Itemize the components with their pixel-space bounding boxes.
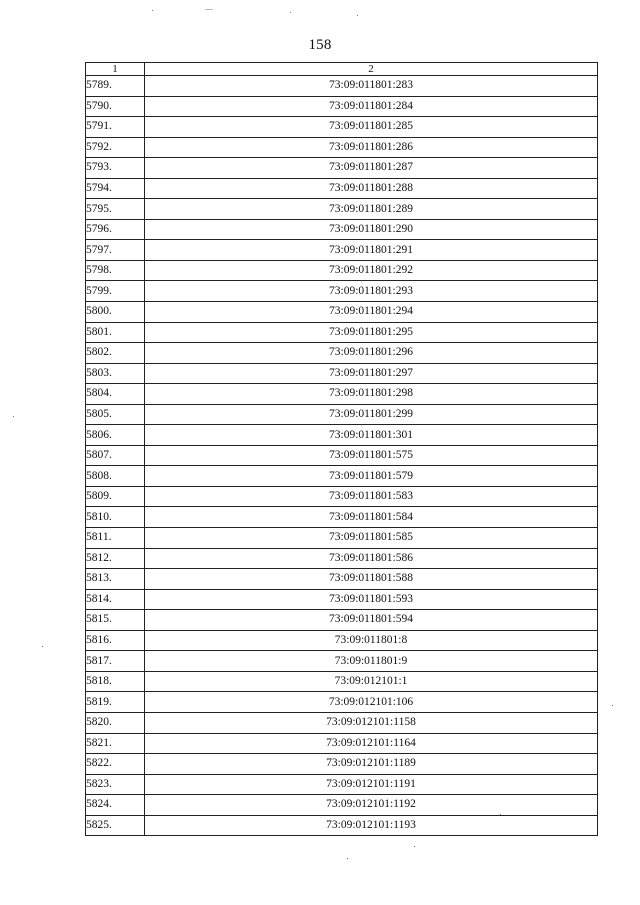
scan-speck bbox=[290, 12, 291, 13]
row-number-cell: 5796. bbox=[86, 219, 145, 240]
cadastral-number-cell: 73:09:012101:1192 bbox=[145, 795, 598, 816]
row-number-cell: 5818. bbox=[86, 671, 145, 692]
table-row bbox=[86, 733, 598, 754]
row-number-cell: 5823. bbox=[86, 774, 145, 795]
cadastral-number-cell: 73:09:011801:289 bbox=[145, 199, 598, 220]
row-number-cell: 5802. bbox=[86, 343, 145, 364]
table-row bbox=[86, 199, 598, 220]
row-number-cell: 5824. bbox=[86, 795, 145, 816]
table-row bbox=[86, 343, 598, 364]
table-row bbox=[86, 404, 598, 425]
row-number-cell: 5803. bbox=[86, 363, 145, 384]
cadastral-number-cell: 73:09:011801:296 bbox=[145, 343, 598, 364]
cadastral-number-cell: 73:09:011801:287 bbox=[145, 158, 598, 179]
table-row bbox=[86, 322, 598, 343]
page-number: 158 bbox=[308, 37, 332, 53]
cadastral-number-cell: 73:09:011801:293 bbox=[145, 281, 598, 302]
header-row bbox=[86, 63, 598, 76]
row-number-cell: 5815. bbox=[86, 610, 145, 631]
cadastral-number-cell: 73:09:011801:298 bbox=[145, 384, 598, 405]
row-number-cell: 5804. bbox=[86, 384, 145, 405]
table-row bbox=[86, 96, 598, 117]
cadastral-number-cell: 73:09:011801:290 bbox=[145, 219, 598, 240]
cadastral-number-table bbox=[85, 62, 598, 836]
table-row bbox=[86, 671, 598, 692]
table-row bbox=[86, 815, 598, 836]
row-number-cell: 5795. bbox=[86, 199, 145, 220]
scan-speck bbox=[42, 646, 43, 647]
cadastral-number-cell: 73:09:011801:579 bbox=[145, 466, 598, 487]
scan-speck bbox=[152, 10, 153, 11]
cadastral-number-cell: 73:09:012101:1191 bbox=[145, 774, 598, 795]
cadastral-number-cell: 73:09:011801:575 bbox=[145, 445, 598, 466]
cadastral-number-cell: 73:09:011801:588 bbox=[145, 569, 598, 590]
scan-speck bbox=[347, 858, 348, 859]
cadastral-number-cell: 73:09:012101:1189 bbox=[145, 754, 598, 775]
table-row bbox=[86, 445, 598, 466]
scan-speck bbox=[500, 814, 501, 815]
cadastral-number-cell: 73:09:011801:301 bbox=[145, 425, 598, 446]
row-number-cell: 5819. bbox=[86, 692, 145, 713]
table-row bbox=[86, 466, 598, 487]
cadastral-number-cell: 73:09:012101:1158 bbox=[145, 712, 598, 733]
table-row bbox=[86, 76, 598, 97]
table-row bbox=[86, 137, 598, 158]
row-number-cell: 5821. bbox=[86, 733, 145, 754]
scan-speck bbox=[612, 705, 613, 706]
cadastral-number-cell: 73:09:012101:106 bbox=[145, 692, 598, 713]
table-row bbox=[86, 651, 598, 672]
table-row bbox=[86, 178, 598, 199]
cadastral-number-cell: 73:09:012101:1 bbox=[145, 671, 598, 692]
table-header bbox=[86, 63, 598, 76]
cadastral-number-cell: 73:09:011801:292 bbox=[145, 260, 598, 281]
row-number-cell: 5794. bbox=[86, 178, 145, 199]
scan-speck bbox=[357, 15, 358, 16]
row-number-cell: 5790. bbox=[86, 96, 145, 117]
cadastral-number-cell: 73:09:011801:294 bbox=[145, 302, 598, 323]
row-number-cell: 5822. bbox=[86, 754, 145, 775]
table-row bbox=[86, 219, 598, 240]
cadastral-number-cell: 73:09:011801:286 bbox=[145, 137, 598, 158]
row-number-cell: 5825. bbox=[86, 815, 145, 836]
table-row bbox=[86, 795, 598, 816]
row-number-cell: 5812. bbox=[86, 548, 145, 569]
table-body bbox=[86, 76, 598, 836]
cadastral-number-cell: 73:09:011801:284 bbox=[145, 96, 598, 117]
row-number-cell: 5811. bbox=[86, 528, 145, 549]
row-number-cell: 5793. bbox=[86, 158, 145, 179]
row-number-cell: 5792. bbox=[86, 137, 145, 158]
cadastral-number-cell: 73:09:011801:584 bbox=[145, 507, 598, 528]
row-number-cell: 5799. bbox=[86, 281, 145, 302]
table-row bbox=[86, 589, 598, 610]
row-number-cell: 5807. bbox=[86, 445, 145, 466]
cadastral-number-cell: 73:09:011801:593 bbox=[145, 589, 598, 610]
row-number-cell: 5800. bbox=[86, 302, 145, 323]
cadastral-number-cell: 73:09:011801:288 bbox=[145, 178, 598, 199]
row-number-cell: 5814. bbox=[86, 589, 145, 610]
table-row bbox=[86, 528, 598, 549]
cadastral-number-cell: 73:09:011801:299 bbox=[145, 404, 598, 425]
row-number-cell: 5806. bbox=[86, 425, 145, 446]
table-row bbox=[86, 281, 598, 302]
table-row bbox=[86, 610, 598, 631]
row-number-cell: 5810. bbox=[86, 507, 145, 528]
row-number-cell: 5813. bbox=[86, 569, 145, 590]
row-number-cell: 5816. bbox=[86, 630, 145, 651]
table-row bbox=[86, 486, 598, 507]
cadastral-number-cell: 73:09:011801:297 bbox=[145, 363, 598, 384]
row-number-cell: 5820. bbox=[86, 712, 145, 733]
row-number-cell: 5809. bbox=[86, 486, 145, 507]
column-header-2: 2 bbox=[145, 63, 598, 76]
table-row bbox=[86, 569, 598, 590]
cadastral-number-cell: 73:09:011801:585 bbox=[145, 528, 598, 549]
cadastral-number-cell: 73:09:011801:9 bbox=[145, 651, 598, 672]
cadastral-number-cell: 73:09:011801:8 bbox=[145, 630, 598, 651]
table-row bbox=[86, 754, 598, 775]
table-row bbox=[86, 302, 598, 323]
row-number-cell: 5789. bbox=[86, 76, 145, 97]
table-row bbox=[86, 363, 598, 384]
table-row bbox=[86, 630, 598, 651]
table-row bbox=[86, 240, 598, 261]
cadastral-number-cell: 73:09:011801:295 bbox=[145, 322, 598, 343]
table-row bbox=[86, 692, 598, 713]
scan-speck bbox=[13, 416, 14, 417]
row-number-cell: 5791. bbox=[86, 117, 145, 138]
cadastral-number-cell: 73:09:011801:283 bbox=[145, 76, 598, 97]
row-number-cell: 5817. bbox=[86, 651, 145, 672]
row-number-cell: 5801. bbox=[86, 322, 145, 343]
table-row bbox=[86, 384, 598, 405]
row-number-cell: 5798. bbox=[86, 260, 145, 281]
table-row bbox=[86, 507, 598, 528]
row-number-cell: 5797. bbox=[86, 240, 145, 261]
table-row bbox=[86, 712, 598, 733]
table-row bbox=[86, 425, 598, 446]
table-row bbox=[86, 117, 598, 138]
table-row bbox=[86, 260, 598, 281]
column-header-1: 1 bbox=[86, 63, 145, 76]
table-row bbox=[86, 548, 598, 569]
table-row bbox=[86, 158, 598, 179]
scan-speck bbox=[205, 9, 213, 10]
cadastral-number-cell: 73:09:011801:285 bbox=[145, 117, 598, 138]
cadastral-number-cell: 73:09:012101:1193 bbox=[145, 815, 598, 836]
cadastral-number-cell: 73:09:011801:291 bbox=[145, 240, 598, 261]
cadastral-number-cell: 73:09:011801:583 bbox=[145, 486, 598, 507]
row-number-cell: 5808. bbox=[86, 466, 145, 487]
cadastral-number-cell: 73:09:011801:594 bbox=[145, 610, 598, 631]
cadastral-number-cell: 73:09:011801:586 bbox=[145, 548, 598, 569]
cadastral-number-cell: 73:09:012101:1164 bbox=[145, 733, 598, 754]
scan-speck bbox=[414, 846, 415, 847]
table-row bbox=[86, 774, 598, 795]
row-number-cell: 5805. bbox=[86, 404, 145, 425]
